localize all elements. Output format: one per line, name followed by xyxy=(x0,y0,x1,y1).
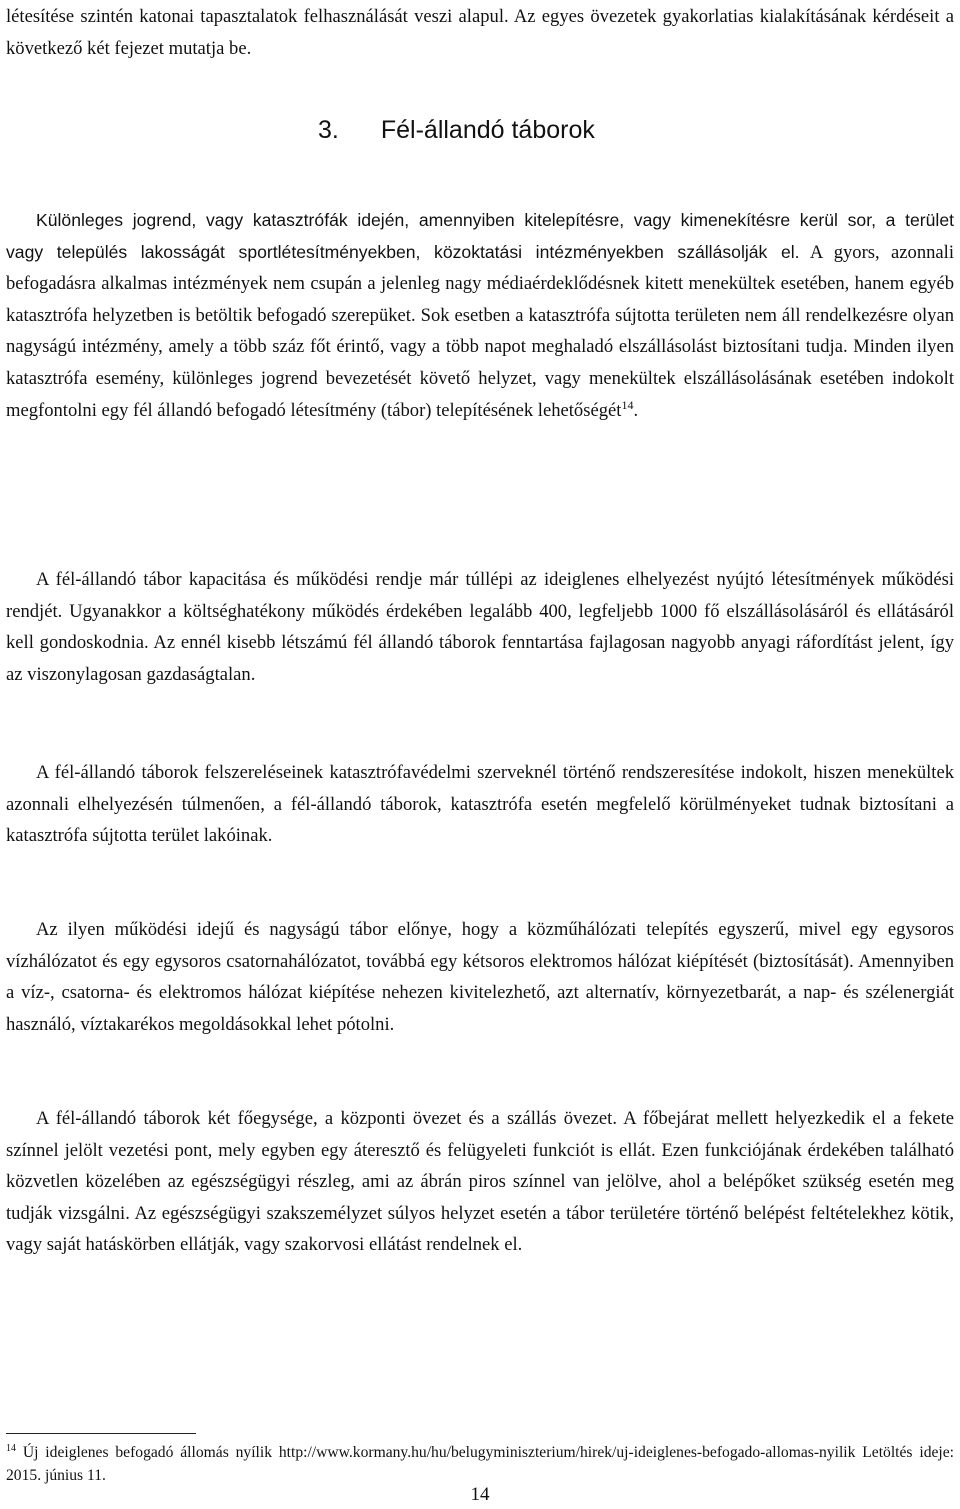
footnote-ref[interactable]: 14 xyxy=(621,397,634,412)
section-heading xyxy=(318,114,595,146)
intro-paragraph: létesítése szintén katonai tapasztalatok felhasználását veszi alapul. Az egyes övezetek gyakorlatias kialakításának kérdéseit a következő két fejezet mutatja be. xyxy=(6,6,954,59)
paragraph-1-text: A gyors, azonnali befogadásra alkalmas intézmények nem csupán a jelenleg nagy médiaérdeklődésnek kitett menekültek esetében, hanem egyéb katasztrófa helyzetben is betöltik befogadó szerepüket. Sok esetben a katasztrófa sújtotta területen nem áll rendelkezésre olyan nagyságú intézmény, amely a több száz főt érintő, vagy a több napot meghaladó elszállásolást biztosítani tudja. Minden ilyen katasztrófa esemény, különleges jogrend bevezetését követő helyzet, vagy menekültek elszállásolásának esetében indokolt megfontolni egy fél állandó befogadó létesítmény (tábor) telepítésének lehetőségét xyxy=(6,241,955,421)
section-title: Fél-állandó táborok xyxy=(380,116,595,144)
paragraph-1-end: . xyxy=(633,399,639,421)
footnote xyxy=(6,1441,954,1487)
paragraph-3: A fél-állandó táborok felszereléseinek katasztrófavédelmi szerveknél történő rendszeresítése indokolt, hiszen menekültek azonnali elhelyezésén túlmenően, a fél-állandó táborok, katasztrófa esetén megfelelő körülményeket tudnak biztosítani a katasztrófa sújtotta terület lakóinak. xyxy=(6,762,954,847)
paragraph-1-sans-text: Különleges jogrend, vagy katasztrófák idején, amennyiben kitelepítésre, vagy kimenekítésre kerül sor, a terület vagy település lakosságát sportlétesítményekben, közoktatási intézményekben szállásolják el. xyxy=(6,210,954,262)
footnote-divider xyxy=(6,1433,196,1434)
paragraph-5: A fél-állandó táborok két főegysége, a központi övezet és a szállás övezet. A főbejárat mellett helyezkedik el a fekete színnel jelölt vezetési pont, mely egyben egy áteresztő és felügyeleti funkciót is ellát. Ezen funkciójának érdekében található közvetlen közelében az egészségügyi részleg, ami az ábrán piros színnel van jelölve, ahol a belépőket szükség esetén meg tudják vizsgálni. Az egészségügyi szakszemélyzet súlyos helyzet esetén a tábor területére történő belépést feltételekhez kötik, vagy saját hatáskörben ellátják, vagy szakorvosi ellátást rendelnek el. xyxy=(6,1108,954,1256)
page-number: 14 xyxy=(470,1484,490,1505)
paragraph-4: Az ilyen működési idejű és nagyságú tábor előnye, hogy a közműhálózati telepítés egyszerű, mivel egy egysoros vízhálózatot és egy egysoros csatornahálózatot, továbbá egy kétsoros elektromos hálózat kiépítését (biztosítását). Amennyiben a víz-, csatorna- és elektromos hálózat kiépítése nehezen kivitelezhető, azt alternatív, környezetbarát, a nap- és szélenergiát használó, víztakarékos megoldásokkal lehet pótolni. xyxy=(6,919,954,1035)
section-number: 3. xyxy=(318,116,339,144)
footnote-text: Új ideiglenes befogadó állomás nyílik http://www.kormany.hu/hu/belugyminiszterium/hirek/uj-ideiglenes-befogado-allomas-nyilik Letöltés ideje: 2015. június 11. xyxy=(6,1444,954,1484)
paragraph-1 xyxy=(6,205,954,426)
paragraph-2: A fél-állandó tábor kapacitása és működési rendje már túllépi az ideiglenes elhelyezést nyújtó létesítmények működési rendjét. Ugyanakkor a költséghatékony működés érdekében legalább 400, legfeljebb 1000 fő elszállásolásáról és ellátásáról kell gondoskodnia. Az ennél kisebb létszámú fél állandó táborok fenntartása fajlagosan nagyobb anyagi ráfordítást jelent, így az viszonylagosan gazdaságtalan. xyxy=(6,569,954,685)
footnote-number: 14 xyxy=(6,1443,16,1454)
